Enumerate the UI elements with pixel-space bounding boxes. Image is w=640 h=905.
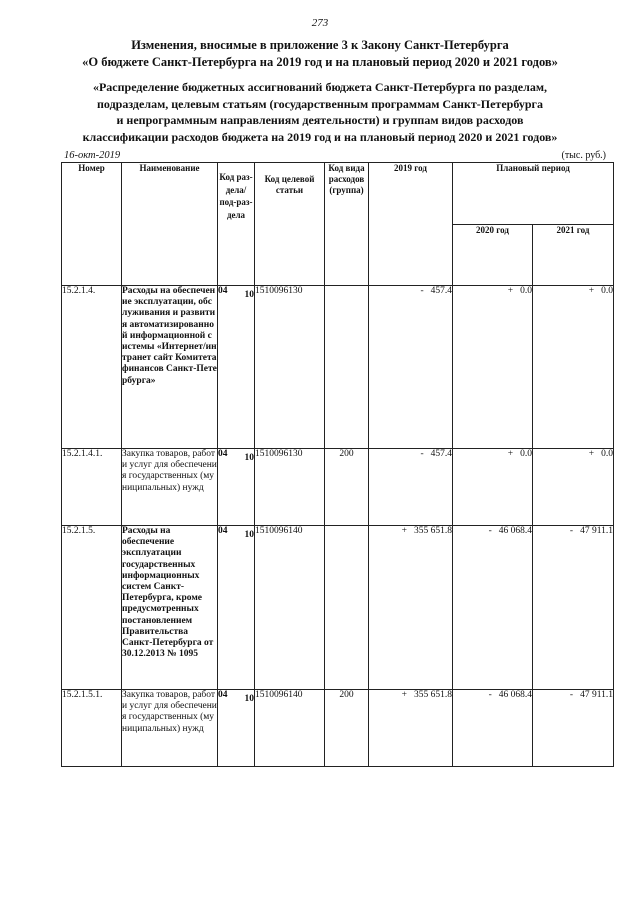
row-2020-value bbox=[453, 286, 533, 449]
row-2021-value bbox=[533, 286, 614, 449]
row-2020-amount: 0.0 bbox=[520, 286, 532, 296]
row-razdel bbox=[218, 690, 255, 767]
row-2019-sign: - bbox=[420, 449, 424, 459]
row-2021-value bbox=[533, 690, 614, 767]
row-podrazdel-code: 10 bbox=[244, 530, 254, 540]
row-number: 15.2.1.4.1. bbox=[62, 449, 122, 526]
row-number: 15.2.1.5.1. bbox=[62, 690, 122, 767]
row-number: 15.2.1.5. bbox=[62, 526, 122, 690]
title-line-2: «О бюджете Санкт-Петербурга на 2019 год и на плановый период 2020 и 2021 годов» bbox=[82, 55, 558, 69]
row-2021-amount: 0.0 bbox=[601, 286, 613, 296]
row-podrazdel-code: 10 bbox=[244, 694, 254, 704]
row-2020-amount: 0.0 bbox=[520, 449, 532, 459]
document-title bbox=[40, 37, 600, 71]
row-razdel-code: 04 bbox=[218, 449, 228, 459]
header-razdel: Код раз-дела/ под-раз-дела bbox=[218, 163, 255, 286]
row-name: Расходы на обеспечение эксплуатации, обслуживания и развития автоматизированной информационной системы «Интернет/интранет сайт Комитета финансов Санкт-Петербурга» bbox=[122, 286, 218, 449]
subtitle-line-2: подразделам, целевым статьям (государственным программам Санкт-Петербурга bbox=[97, 96, 543, 111]
row-2019-amount: 457.4 bbox=[430, 449, 452, 459]
row-2021-sign: + bbox=[588, 449, 595, 459]
row-2019-amount: 355 651.8 bbox=[414, 526, 452, 536]
row-2019-value bbox=[369, 526, 453, 690]
row-2021-amount: 0.0 bbox=[601, 449, 613, 459]
row-2021-amount: 47 911.1 bbox=[580, 526, 613, 536]
row-2019-amount: 355 651.8 bbox=[414, 690, 452, 700]
row-2020-amount: 46 068.4 bbox=[498, 690, 532, 700]
row-2020-sign: - bbox=[488, 526, 492, 536]
row-2019-value bbox=[369, 286, 453, 449]
row-podrazdel-code: 10 bbox=[244, 453, 254, 463]
row-target-code: 1510096140 bbox=[255, 690, 325, 767]
header-number: Номер bbox=[62, 163, 122, 286]
units-label: (тыс. руб.) bbox=[561, 150, 606, 161]
row-2020-sign: + bbox=[507, 449, 514, 459]
table-row bbox=[62, 286, 614, 449]
row-2020-value bbox=[453, 449, 533, 526]
row-target-code: 1510096130 bbox=[255, 449, 325, 526]
row-vid-code bbox=[325, 526, 369, 690]
table-row bbox=[62, 449, 614, 526]
row-razdel-code: 04 bbox=[218, 286, 228, 296]
row-razdel bbox=[218, 286, 255, 449]
row-2020-value bbox=[453, 526, 533, 690]
table-row bbox=[62, 526, 614, 690]
row-2019-value bbox=[369, 690, 453, 767]
table-row bbox=[62, 690, 614, 767]
row-2021-sign: - bbox=[569, 526, 574, 536]
row-2021-sign: - bbox=[569, 690, 574, 700]
row-2021-value bbox=[533, 526, 614, 690]
row-2020-value bbox=[453, 690, 533, 767]
document-date: 16-окт-2019 bbox=[64, 150, 121, 161]
row-2019-amount: 457.4 bbox=[430, 286, 452, 296]
row-razdel bbox=[218, 526, 255, 690]
document-subtitle bbox=[40, 79, 600, 145]
subtitle-line-1: «Распределение бюджетных ассигнований бюджета Санкт-Петербурга по разделам, bbox=[92, 80, 548, 94]
row-name: Расходы на обеспечение эксплуатации государственных информационных систем Санкт-Петербурга, кроме предусмотренных постановлением Правительства Санкт-Петербурга от 30.12.2013 № 1095 bbox=[122, 526, 218, 690]
header-target: Код целевой статьи bbox=[255, 163, 325, 286]
row-vid-code: 200 bbox=[325, 690, 369, 767]
row-2021-value bbox=[533, 449, 614, 526]
row-name: Закупка товаров, работ и услуг для обеспечения государственных (муниципальных) нужд bbox=[122, 690, 218, 767]
budget-table bbox=[61, 162, 614, 767]
row-2019-sign: + bbox=[401, 690, 407, 700]
header-planned-period: Плановый период bbox=[453, 163, 614, 225]
row-target-code: 1510096130 bbox=[255, 286, 325, 449]
row-2020-amount: 46 068.4 bbox=[498, 526, 532, 536]
row-2019-sign: - bbox=[420, 286, 424, 296]
row-podrazdel-code: 10 bbox=[244, 290, 254, 300]
title-line-1: Изменения, вносимые в приложение 3 к Закону Санкт-Петербурга bbox=[131, 38, 509, 52]
row-2020-sign: + bbox=[507, 286, 514, 296]
row-name: Закупка товаров, работ и услуг для обеспечения государственных (муниципальных) нужд bbox=[122, 449, 218, 526]
header-2019: 2019 год bbox=[369, 163, 453, 286]
subtitle-line-4: классификации расходов бюджета на 2019 год и на плановый период 2020 и 2021 годов» bbox=[82, 129, 558, 144]
row-razdel bbox=[218, 449, 255, 526]
row-razdel-code: 04 bbox=[218, 690, 228, 700]
header-name: Наименование bbox=[122, 163, 218, 286]
header-vid: Код вида расходов (группа) bbox=[325, 163, 369, 286]
row-vid-code bbox=[325, 286, 369, 449]
row-2021-amount: 47 911.1 bbox=[580, 690, 613, 700]
row-2019-sign: + bbox=[401, 526, 407, 536]
row-2019-value bbox=[369, 449, 453, 526]
page-number: 273 bbox=[311, 17, 329, 29]
row-2020-sign: - bbox=[488, 690, 492, 700]
row-2021-sign: + bbox=[588, 286, 595, 296]
row-vid-code: 200 bbox=[325, 449, 369, 526]
row-target-code: 1510096140 bbox=[255, 526, 325, 690]
row-razdel-code: 04 bbox=[218, 526, 228, 536]
header-2020: 2020 год bbox=[453, 224, 533, 286]
header-2021: 2021 год bbox=[533, 224, 614, 286]
row-number: 15.2.1.4. bbox=[62, 286, 122, 449]
subtitle-line-3: и непрограммным направлениям деятельности) и группам видов расходов bbox=[116, 113, 524, 127]
